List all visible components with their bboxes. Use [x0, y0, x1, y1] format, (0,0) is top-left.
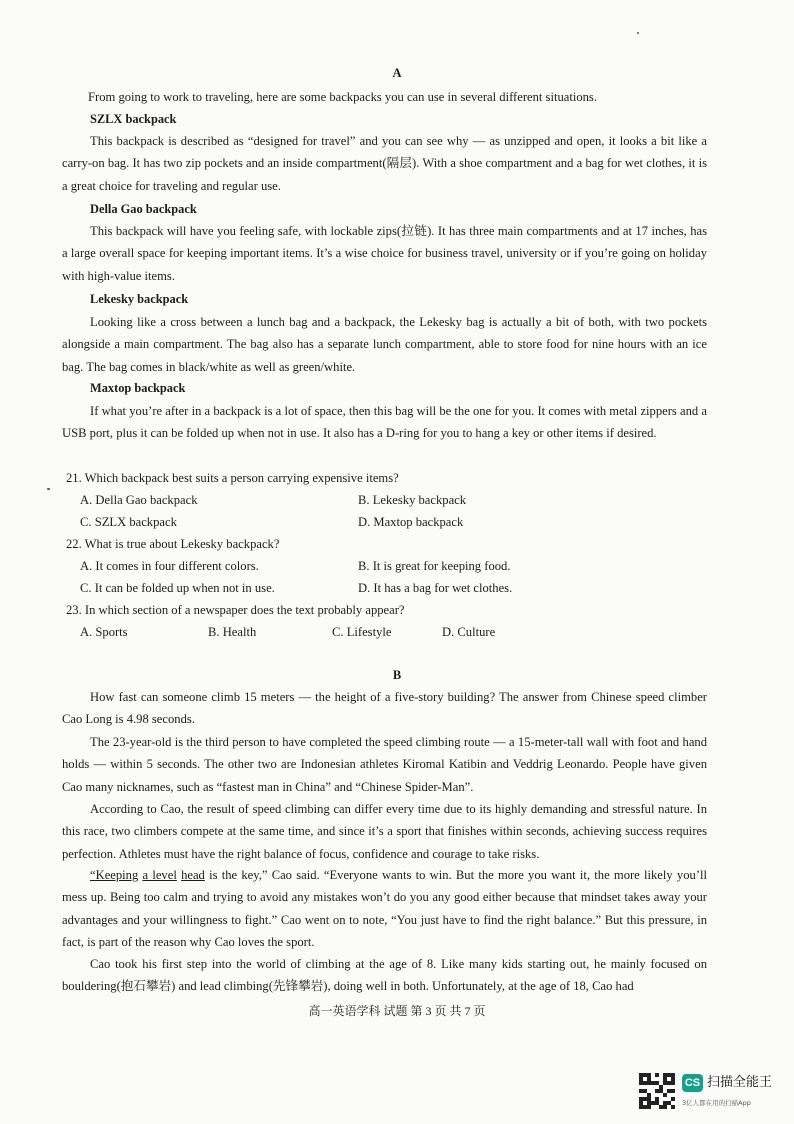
- passage-b-paragraph-2: The 23-year-old is the third person to have completed the speed climbing route — a 15-meter-tall wall with foot and hand holds — within 5 seconds. The other two are Indonesian athletes Kiromal Katibin and Veddrig Leonardo. People have given Cao many nicknames, such as “fastest man in China” and “Chinese Spider-Man”.: [62, 735, 707, 794]
- question-22: 22. What is true about Lekesky backpack?: [66, 537, 280, 551]
- question-23: 23. In which section of a newspaper does the text probably appear?: [66, 603, 405, 617]
- option-21-d[interactable]: D. Maxtop backpack: [358, 515, 464, 529]
- option-23-d[interactable]: D. Culture: [442, 625, 496, 639]
- section-b-heading: B: [392, 668, 402, 682]
- backpack-name: Lekesky backpack: [90, 292, 189, 306]
- passage-b-paragraph-3: According to Cao, the result of speed climbing can differ every time due to its highly demanding and stressful nature. In this race, two climbers compete at the same time, and since it’s a sport that finishes within seconds, achieving success requires perfection. Athletes must have the right balance of focus, confidence and courage to take risks.: [62, 802, 707, 861]
- scan-speck: [637, 32, 639, 34]
- scanner-app-name: 扫描全能王: [707, 1075, 773, 1090]
- option-21-a[interactable]: A. Della Gao backpack: [80, 493, 198, 507]
- passage-b-paragraph-1: How fast can someone climb 15 meters — the height of a five-story building? The answer from Chinese speed climber Cao Long is 4.98 seconds.: [62, 690, 707, 727]
- option-22-a[interactable]: A. It comes in four different colors.: [80, 559, 259, 573]
- underlined-phrase-part: “Keeping: [90, 868, 139, 882]
- option-23-b[interactable]: B. Health: [208, 625, 257, 639]
- option-22-b[interactable]: B. It is great for keeping food.: [358, 559, 511, 573]
- passage-b-paragraph-4: [62, 864, 707, 953]
- qr-code: [639, 1073, 675, 1109]
- underlined-phrase-part: head: [181, 868, 205, 882]
- backpack-name: Maxtop backpack: [90, 381, 186, 395]
- scanner-tagline: 3亿人都在用的扫描App: [682, 1099, 751, 1107]
- option-22-d[interactable]: D. It has a bag for wet clothes.: [358, 581, 513, 595]
- backpack-description: This backpack is described as “designed for travel” and you can see why — as unzipped and open, it looks a bit like a carry-on bag. It has two zip pockets and an inside compartment(隔层). With a shoe compartment and a bag for wet clothes, it is a great choice for traveling and regular use.: [62, 134, 707, 193]
- page-footer: 高一英语学科 试题 第 3 页 共 7 页: [308, 1004, 486, 1018]
- backpack-name: SZLX backpack: [90, 112, 177, 126]
- backpack-description: If what you’re after in a backpack is a lot of space, then this bag will be the one for you. It comes with metal zippers and a USB port, plus it can be folded up when not in use. It also has a D-ring for you to hang a key or other items if desired.: [62, 404, 707, 441]
- section-a-intro: From going to work to traveling, here are some backpacks you can use in several different situations.: [88, 90, 597, 104]
- option-23-c[interactable]: C. Lifestyle: [332, 625, 392, 639]
- backpack-name: Della Gao backpack: [90, 202, 197, 216]
- scan-speck: [47, 488, 50, 490]
- camscanner-logo-icon: CS: [682, 1074, 703, 1092]
- question-21: 21. Which backpack best suits a person carrying expensive items?: [66, 471, 399, 485]
- option-23-a[interactable]: A. Sports: [80, 625, 128, 639]
- option-22-c[interactable]: C. It can be folded up when not in use.: [80, 581, 275, 595]
- passage-b-paragraph-5: Cao took his first step into the world of climbing at the age of 8. Like many kids starting out, he mainly focused on bouldering(抱石攀岩) and lead climbing(先锋攀岩), doing well in both. Unfortunately, at the age of 18, Cao had: [62, 957, 707, 994]
- backpack-description: Looking like a cross between a lunch bag and a backpack, the Lekesky bag is actually a bit of both, with two pockets alongside a main compartment. The bag also has a separate lunch compartment, able to store food for nine hours with an ice bag. The bag comes in black/white as well as green/white.: [62, 315, 707, 374]
- paragraph-4-rest: is the key,” Cao said. “Everyone wants to win. But the more you want it, the more likely you’ll mess up. Being too calm and trying to avoid any mistakes won’t do you any good either because that mindset takes away your advantages and your willingness to fight.” Cao went on to note, “You just have to find the right balance.” But this pressure, in fact, is part of the reason why Cao loves the sport.: [62, 868, 708, 949]
- underlined-phrase-part: a level: [142, 868, 177, 882]
- option-21-b[interactable]: B. Lekesky backpack: [358, 493, 467, 507]
- backpack-description: This backpack will have you feeling safe, with lockable zips(拉链). It has three main compartments and at 17 inches, has a large overall space for keeping important items. It’s a wise choice for business travel, university or if you’re going on holiday with high-value items.: [62, 224, 707, 283]
- section-a-heading: A: [392, 66, 402, 80]
- option-21-c[interactable]: C. SZLX backpack: [80, 515, 177, 529]
